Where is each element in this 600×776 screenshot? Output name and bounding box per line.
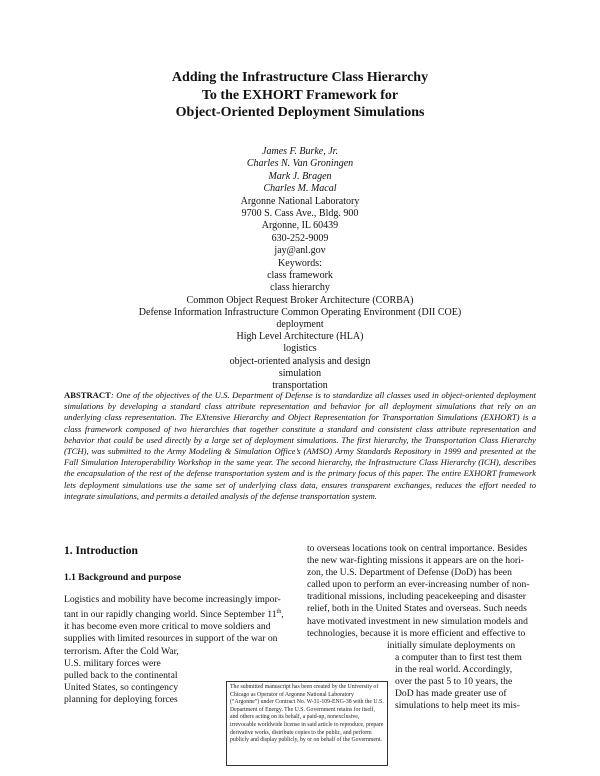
text-line-part: tant in our rapidly changing world. Since September 11 [64, 609, 277, 621]
author-name: Mark J. Bragen [268, 170, 332, 182]
keyword-item: Defense Information Infrastructure Common Operating Environment (DII COE) [138, 306, 462, 318]
author-name: Charles N. Van Groningen [246, 158, 354, 170]
text-line: have motivated investment in new simulation models and [307, 615, 528, 627]
text-line: technologies, because it is more efficient and effective to [307, 627, 526, 639]
text-line: planning for deploying forces [64, 693, 178, 705]
text-line [64, 606, 284, 621]
text-line: terrorism. After the Cold War, [64, 645, 179, 657]
text-line: initially simulate deployments on [387, 639, 516, 651]
keyword-item: High Level Architecture (HLA) [236, 331, 364, 343]
abstract-text: : One of the objectives of the U.S. Department of Defense is to standardize all classes used in object-oriented deployment simulations by developing a standard class attribute representation and behavior for all deployment simulations that rely on an underlying class representation. The EXtensive Hierarchy and Object Representation for Transportation Simulations (EXHORT) is a class framework composed of two hierarchies that together constitute a standard and consistent class attribute representation and behavior that could be used directly by a large set of deployment simulations. The first hierarchy, the Transportation Class Hierarchy (TCH), was submitted to the Army Modeling & Simulation Office’s (AMSO) Army Standards Repository in 1999 and presented at the Fall Simulation Interoperability Workshop in the same year. The second hierarchy, the Infrastructure Class Hierarchy (ICH), describes the encapsulation of the rest of the defense transportation system and is the primary focus of this paper. The entire EXHORT framework lets deployment simulations use the same set of underlying class data, ensures transparent exchanges, reduces the effort needed to integrate simulations, and permits a detailed analysis of the defense transportation system. [64, 390, 536, 501]
keyword-item: transportation [272, 380, 328, 392]
keyword-item: object-oriented analysis and design [229, 355, 371, 367]
text-line: supplies with limited resources in support of the war on [64, 633, 278, 645]
author-name: Charles M. Macal [263, 183, 337, 195]
affiliation: Argonne National Laboratory [240, 195, 360, 207]
text-line: over the past 5 to 10 years, the [395, 676, 513, 688]
abstract [64, 390, 536, 502]
text-line: traditional missions, including peacekeeping and disaster [307, 591, 527, 603]
keyword-item: simulation [278, 367, 322, 379]
keyword-item: Common Object Request Broker Architecture (CORBA) [186, 294, 414, 306]
title-line-1: Adding the Infrastructure Class Hierarchy [171, 70, 429, 85]
section-heading: 1. Introduction [64, 545, 138, 557]
copyright-notice-box [226, 681, 388, 766]
keywords-heading: Keywords: [278, 258, 322, 269]
text-line: U.S. military forces were [64, 657, 161, 669]
keyword-item: deployment [276, 319, 324, 331]
text-line: the new war-fighting missions it appears are on the hori- [307, 555, 524, 567]
text-line: pulled back to the continental [64, 669, 178, 681]
title-line-2: To the EXHORT Framework for [201, 87, 399, 103]
title-line-3: Object-Oriented Deployment Simulations [175, 105, 425, 120]
text-line: in the real world. Accordingly, [395, 663, 513, 675]
address-line: 9700 S. Cass Ave., Bldg. 900 [241, 208, 359, 220]
text-line: to overseas locations took on central importance. Besides [307, 543, 528, 554]
keyword-item: logistics [283, 343, 317, 355]
email: jay@anl.gov [274, 245, 326, 257]
text-line: simulations to help meet its mis- [395, 700, 520, 712]
author-name: James F. Burke, Jr. [262, 146, 338, 157]
text-line-part: , [281, 609, 284, 621]
text-line: Logistics and mobility have become increasingly impor- [64, 594, 281, 605]
notice-text: The submitted manuscript has been created by the University of Chicago as Operator of Argonne National Laboratory (“Argonne”) under Contract No. W-31-109-ENG-38 with the U.S. Department of Energy. The U.S. Government retains for itself, and others acting on its behalf, a paid-up, nonexclusive, irrevocable worldwide license in said article to reproduce, prepare derivative works, distribute copies to the public, and perform publicly and display publicly, by or on behalf of the Government. [230, 684, 384, 744]
paper-title [0, 69, 600, 122]
phone: 630-252-9009 [271, 232, 329, 244]
address-line: Argonne, IL 60439 [261, 220, 339, 232]
abstract-label: ABSTRACT [64, 390, 111, 400]
author-block [0, 146, 600, 258]
text-line: DoD has made greater use of [395, 688, 507, 700]
keyword-item: class hierarchy [270, 282, 330, 294]
subsection-heading: 1.1 Background and purpose [64, 573, 182, 583]
text-line: relief, both in the United States and overseas. Such needs [307, 603, 527, 615]
text-line: called upon to perform an ever-increasing number of non- [307, 579, 530, 591]
text-line: United States, so contingency [64, 681, 179, 693]
text-line: it has become even more critical to move soldiers and [64, 621, 271, 633]
superscript: th [276, 609, 282, 616]
keyword-item: class framework [267, 270, 333, 282]
text-line: a computer than to first test them [395, 651, 522, 663]
keywords-block [0, 258, 600, 392]
text-line: zon, the U.S. Department of Defense (DoD) has been [307, 567, 512, 579]
